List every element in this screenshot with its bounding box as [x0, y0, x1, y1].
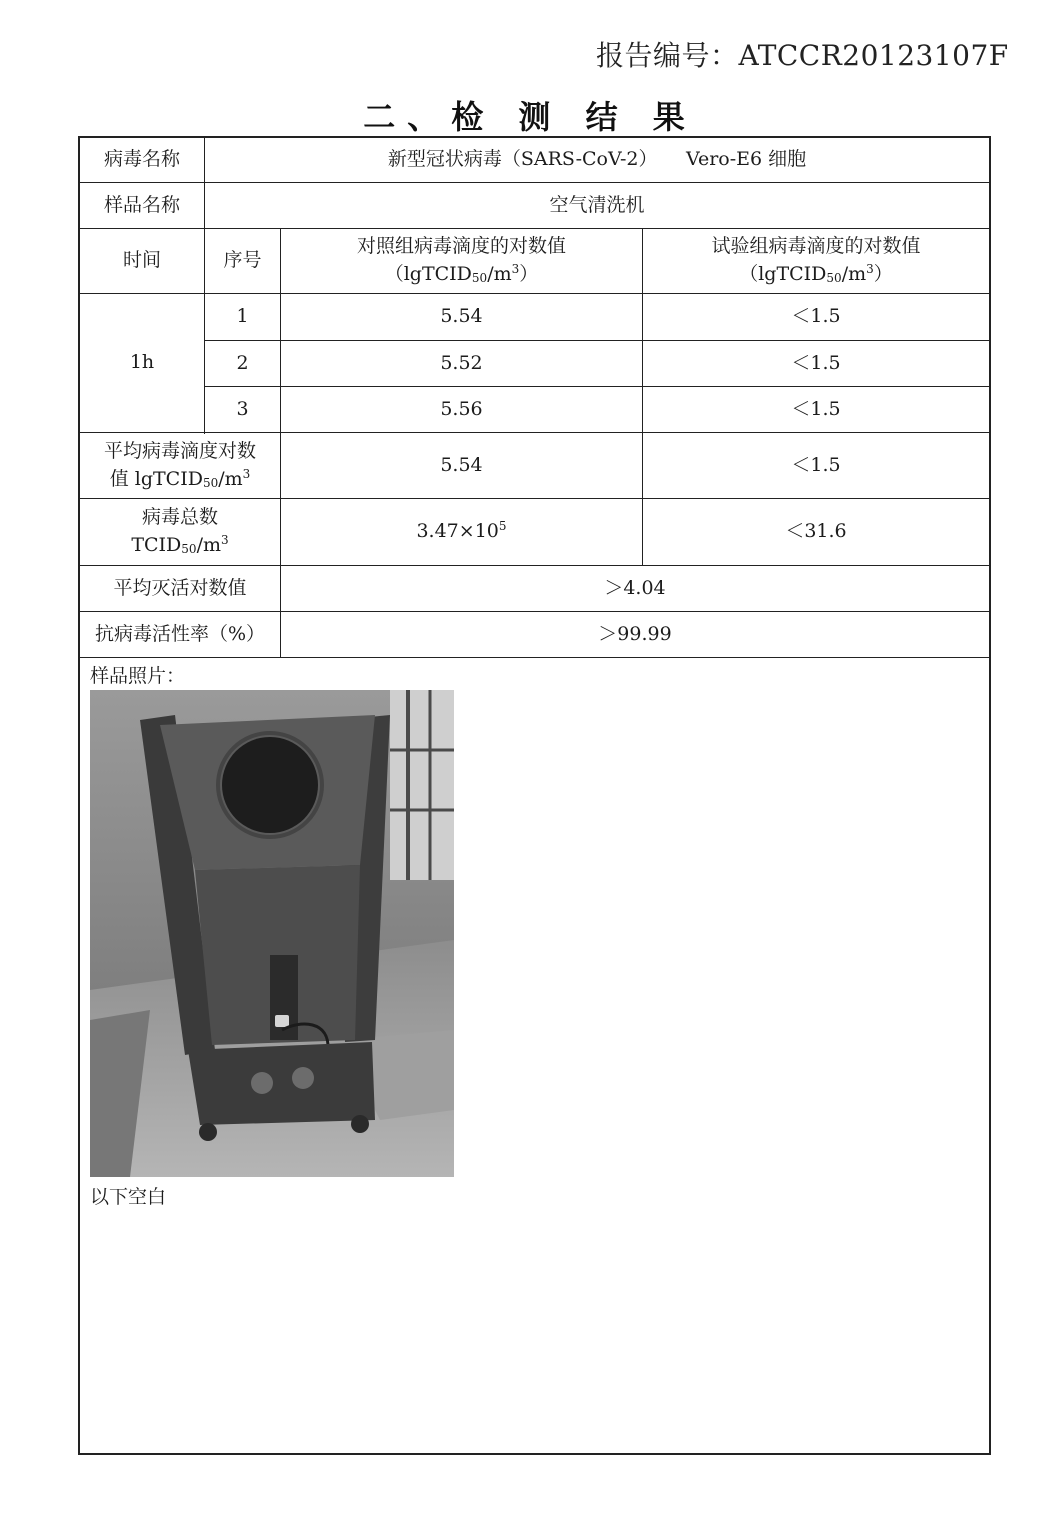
unit-superscript: 3 [511, 262, 520, 276]
end-note: 以下空白 [90, 1186, 167, 1208]
unit-subscript: 50 [471, 271, 488, 285]
unit-superscript: 3 [242, 466, 251, 481]
col-header-time: 时间 [122, 249, 161, 272]
section-title: 二、检 测 结 果 [363, 98, 697, 136]
col-header-control-unit [385, 261, 539, 289]
total-virus-control [281, 499, 642, 565]
kill-log-label: 平均灭活对数值 [113, 576, 247, 599]
total-virus-test: ＜31.6 [785, 520, 847, 543]
unit-text: ） [519, 263, 539, 285]
table-row-test: ＜1.5 [791, 397, 841, 420]
virus-name-label: 病毒名称 [103, 148, 180, 171]
unit-text: TCID [131, 534, 182, 556]
table-border-bottom [78, 1453, 991, 1455]
unit-subscript: 50 [202, 475, 219, 490]
sample-name-label: 样品名称 [103, 193, 180, 216]
col-header-control [281, 229, 642, 293]
unit-subscript: 50 [181, 542, 197, 556]
unit-text: （lgTCID [739, 263, 827, 285]
unit-text: /m [196, 534, 221, 556]
unit-text: /m [487, 263, 512, 285]
unit-text: 值 lgTCID [109, 467, 203, 490]
avg-titer-label [80, 433, 280, 498]
time-value: 1h [129, 351, 155, 374]
table-row-test: ＜1.5 [791, 351, 841, 374]
table-row-test: ＜1.5 [791, 305, 841, 328]
unit-text: /m [841, 263, 867, 285]
avg-titer-label-line1: 平均病毒滴度对数 [103, 439, 256, 462]
avg-titer-test: ＜1.5 [791, 453, 841, 476]
sample-name-value: 空气清洗机 [549, 193, 645, 216]
col-header-seq: 序号 [223, 249, 262, 272]
table-row-control: 5.56 [440, 397, 483, 420]
total-virus-control-exponent: 5 [498, 519, 507, 534]
report-number: 报告编号：ATCCR20123107F [596, 39, 1009, 72]
virus-name-value: 新型冠状病毒（SARS-CoV-2） Vero-E6 细胞 [387, 148, 807, 171]
table-row-control: 5.54 [440, 305, 483, 328]
table-row-seq: 2 [236, 351, 249, 374]
table-row-control: 5.52 [440, 351, 483, 374]
unit-text: ） [873, 263, 893, 285]
unit-text: /m [218, 467, 243, 490]
activity-rate-label: 抗病毒活性率（%） [94, 622, 266, 645]
total-virus-label-line1: 病毒总数 [141, 506, 218, 529]
total-virus-control-base: 3.47×10 [416, 520, 499, 543]
col-header-test-line1: 试验组病毒滴度的对数值 [711, 235, 921, 258]
col-header-control-line1: 对照组病毒滴度的对数值 [356, 235, 566, 258]
activity-rate-value: ＞99.99 [598, 622, 672, 645]
photo-label: 样品照片： [90, 665, 186, 687]
unit-text: （lgTCID [384, 263, 472, 285]
unit-superscript: 3 [221, 533, 229, 547]
table-row-seq: 1 [236, 305, 249, 328]
col-header-test [643, 229, 989, 293]
total-virus-label-line2 [131, 532, 228, 560]
total-virus-label [80, 499, 280, 565]
col-header-test-unit [739, 261, 893, 289]
table-border-right [989, 136, 991, 1455]
rule [78, 657, 991, 658]
kill-log-value: ＞4.04 [604, 576, 666, 599]
avg-titer-label-line2 [110, 466, 251, 494]
unit-subscript: 50 [826, 271, 842, 285]
sample-photo [90, 690, 454, 1177]
unit-superscript: 3 [866, 262, 874, 276]
avg-titer-control: 5.54 [440, 453, 483, 476]
table-row-seq: 3 [236, 397, 249, 420]
